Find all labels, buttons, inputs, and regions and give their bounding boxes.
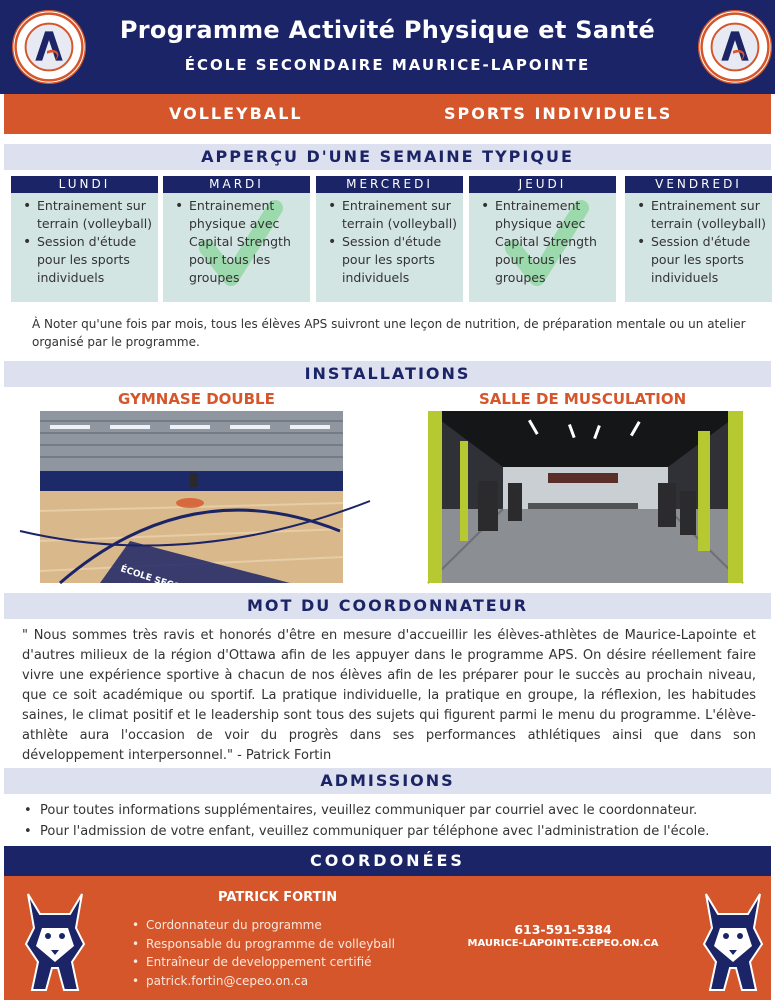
day-name: LUNDI <box>11 176 158 193</box>
day-activity: • Entrainement physique avec Capital Strength pour tous les groupes <box>175 197 306 287</box>
day-card-wednesday <box>316 176 463 302</box>
gym-photo <box>40 411 343 583</box>
day-name: MARDI <box>163 176 310 193</box>
coordinator-heading: MOT DU COORDONNATEUR <box>4 593 771 619</box>
coordinator-quote: " Nous sommes très ravis et honorés d'être en mesure d'accueillir les élèves-athlètes de Maurice-Lapointe et d'autres milieux de la région d'Ottawa afin de les appuyer dans le programme APS. On désire réellement faire vivre une expérience sportive à chacun de nos élèves afin de les préparer pour le succès au prochain niveau, que ce soit académique ou sportif. La pratique individuelle, la pratique en groupe, la réflexion, les habitudes saines, le climat positif et le leadership sont tous des sujets qui figurent parmi le menu du programme. L'élève-athlète aura l'occasion de voir du progrès dans ses performances athlétiques ainsi que dans son développement interpersonnel." - Patrick Fortin <box>22 628 756 763</box>
aps-logo-icon <box>696 8 774 86</box>
contact-panel <box>4 876 771 1000</box>
wolf-mascot-icon <box>18 888 92 992</box>
admissions-item: • Pour l'admission de votre enfant, veuillez communiquer par téléphone avec l'administration de l'école. <box>22 821 762 842</box>
day-activity: • Entrainement sur terrain (volleyball) <box>23 197 154 233</box>
sports-bar <box>4 94 771 134</box>
day-card-monday <box>11 176 158 302</box>
admissions-item: • Pour toutes informations supplémentaires, veuillez communiquer par courriel avec le coordonnateur. <box>22 800 762 821</box>
installations-heading: INSTALLATIONS <box>4 361 771 387</box>
contact-name: PATRICK FORTIN <box>218 890 338 905</box>
day-activity: • Entrainement physique avec Capital Strength pour tous les groupes <box>481 197 612 287</box>
sport-volleyball: VOLLEYBALL <box>169 104 303 123</box>
school-name: ÉCOLE SECONDAIRE MAURICE-LAPOINTE <box>184 56 591 74</box>
day-card-thursday <box>469 176 616 302</box>
admissions-heading: ADMISSIONS <box>4 768 771 794</box>
contact-email-link[interactable]: • patrick.fortin@cepeo.on.ca <box>128 972 395 991</box>
weight-room-photo <box>428 411 743 583</box>
day-activity: • Entrainement sur terrain (volleyball) <box>637 197 768 233</box>
day-activity: • Session d'étude pour les sports individuels <box>637 233 768 287</box>
day-name: VENDREDI <box>625 176 772 193</box>
contact-role: • Cordonnateur du programme <box>128 916 395 935</box>
day-activity: • Session d'étude pour les sports individuels <box>328 233 459 287</box>
week-heading: APPERÇU D'UNE SEMAINE TYPIQUE <box>4 144 771 170</box>
week-note: À Noter qu'une fois par mois, tous les élèves APS suivront une leçon de nutrition, de préparation mentale ou un atelier organisé par le programme. <box>32 317 746 349</box>
day-name: MERCREDI <box>316 176 463 193</box>
gym-title: GYMNASE DOUBLE <box>118 390 275 408</box>
wolf-mascot-icon <box>696 888 770 992</box>
contact-phone[interactable]: 613-591-5384 <box>514 922 612 937</box>
day-name: JEUDI <box>469 176 616 193</box>
contact-heading: COORDONÉES <box>4 846 771 876</box>
day-card-tuesday <box>163 176 310 302</box>
contact-website-link[interactable]: MAURICE-LAPOINTE.CEPEO.ON.CA <box>467 938 659 949</box>
contact-roles <box>128 916 395 990</box>
aps-logo-icon <box>10 8 88 86</box>
admissions-list <box>22 800 762 842</box>
sport-individual: SPORTS INDIVIDUELS <box>444 104 673 123</box>
day-activity: • Entrainement sur terrain (volleyball) <box>328 197 459 233</box>
page-title: Programme Activité Physique et Santé <box>119 16 656 44</box>
contact-role: • Entraîneur de developpement certifié <box>128 953 395 972</box>
header-banner <box>0 0 775 94</box>
contact-role: • Responsable du programme de volleyball <box>128 935 395 954</box>
weight-room-title: SALLE DE MUSCULATION <box>479 390 687 408</box>
day-card-friday <box>625 176 772 302</box>
day-activity: • Session d'étude pour les sports individuels <box>23 233 154 287</box>
